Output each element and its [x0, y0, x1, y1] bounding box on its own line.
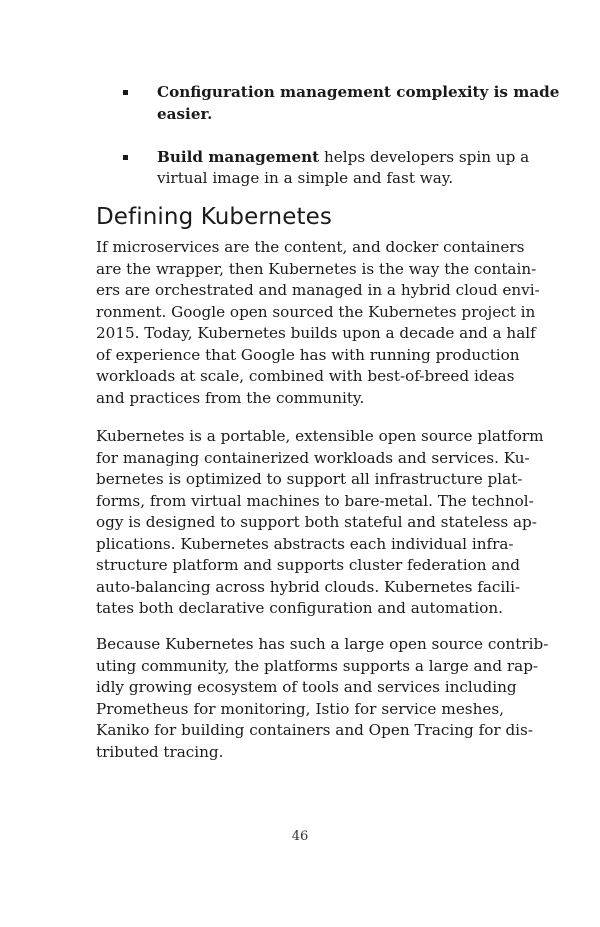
paragraph-ecosystem — [96, 634, 549, 763]
bullet-text-rest: helps developers spin up a — [319, 147, 530, 166]
paragraph-line: and practices from the community. — [96, 388, 365, 407]
paragraph-line: Kaniko for building containers and Open Tracing for dis- — [96, 721, 533, 739]
paragraph-line: 2015. Today, Kubernetes builds upon a decade and a half — [96, 324, 536, 342]
paragraph-line: forms, from virtual machines to bare-metal. The technol- — [96, 491, 534, 510]
paragraph-line: Because Kubernetes has such a large open source contrib- — [96, 635, 549, 653]
bullet-text-line — [157, 147, 530, 169]
square-bullet-icon — [123, 90, 128, 95]
bullet-text-line: Configuration management complexity is made — [157, 83, 560, 101]
bullet-item-configuration — [96, 82, 560, 125]
paragraph-line: ronment. Google open sourced the Kubernetes project in — [96, 302, 536, 321]
paragraph-line: Kubernetes is a portable, extensible open source platform — [96, 427, 544, 445]
paragraph-line: tates both declarative configuration and automation. — [96, 599, 503, 617]
bullet-text-line: easier. — [157, 104, 213, 123]
paragraph-portability — [96, 426, 544, 620]
section-heading: Defining Kubernetes — [96, 204, 332, 230]
paragraph-line: plications. Kubernetes abstracts each individual infra- — [96, 534, 514, 553]
paragraph-line: are the wrapper, then Kubernetes is the way the contain- — [96, 259, 537, 278]
paragraph-line: tributed tracing. — [96, 742, 224, 761]
bullet-list — [96, 82, 560, 211]
paragraph-line: uting community, the platforms supports a large and rap- — [96, 656, 539, 675]
paragraph-line: of experience that Google has with running production — [96, 345, 520, 364]
paragraph-line: ers are orchestrated and managed in a hybrid cloud envi- — [96, 281, 540, 299]
paragraph-line: Prometheus for monitoring, Istio for service meshes, — [96, 699, 504, 718]
paragraph-line: If microservices are the content, and docker containers — [96, 238, 525, 256]
bullet-text-line: virtual image in a simple and fast way. — [157, 169, 454, 187]
bullet-item-build-management — [96, 147, 530, 190]
paragraph-line: structure platform and supports cluster federation and — [96, 556, 520, 574]
paragraph-line: workloads at scale, combined with best-of-breed ideas — [96, 367, 515, 385]
paragraph-line: ogy is designed to support both stateful and stateless ap- — [96, 513, 537, 531]
paragraph-line: bernetes is optimized to support all infrastructure plat- — [96, 470, 523, 488]
bullet-bold-term: Build management — [157, 147, 320, 166]
paragraph-definition — [96, 237, 540, 409]
page-number: 46 — [291, 829, 309, 844]
square-bullet-icon — [123, 155, 128, 160]
paragraph-line: auto-balancing across hybrid clouds. Kubernetes facili- — [96, 577, 521, 596]
paragraph-line: for managing containerized workloads and services. Ku- — [96, 448, 530, 467]
paragraph-line: idly growing ecosystem of tools and services including — [96, 678, 517, 696]
